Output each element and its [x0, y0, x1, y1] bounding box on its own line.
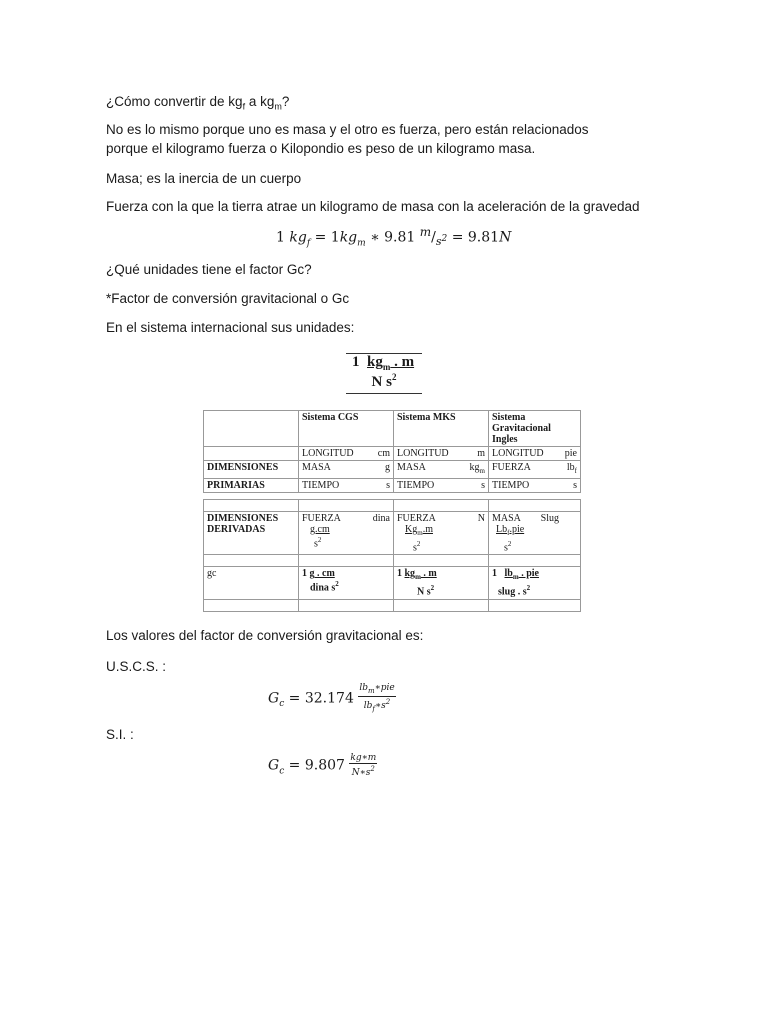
table-derived-dimensions: DIMENSIONES DERIVADAS FUERZA dina g.cm $s^2$ FUERZA N $Kg_m.m$ $s^2$ MASA Slug $Lb_f.pie$ $s^2$ gc 1 g . cm dina $s^2$ 1 $kg_m$ . m N $s^2$ 1 $lb_m$ . pie slug . $s^2$: [203, 499, 581, 612]
question-gc: ¿Qué unidades tiene el factor Gc?: [106, 262, 312, 277]
paragraph-force: Fuerza con la que la tierra atrae un kilogramo de masa con la aceleración de la gravedad: [106, 199, 640, 214]
paragraph-si-units: En el sistema internacional sus unidades:: [106, 320, 355, 335]
question-conversion: ¿Cómo convertir de $kg_f$ a $kg_m$?: [106, 94, 290, 112]
gc-unit-fraction: 1 $kg_m$ . m N $s^2$: [346, 353, 422, 394]
equation-gc-si: $G_c = 9.807$ $\frac{kg∗m}{N∗s^2}$: [268, 753, 377, 778]
label-uscs: U.S.C.S. :: [106, 659, 167, 674]
equation-gc-uscs: $G_c = 32.174$ $\frac{lb_m∗pie}{lb_f∗s^2}$: [268, 683, 395, 713]
paragraph-values: Los valores del factor de conversión gravitacional es:: [106, 628, 424, 643]
equation-kgf: 1 $kg_f = 1kg_m$ ∗ 9.81 $^m/_{s^2} = 9.81N$: [276, 225, 512, 249]
paragraph-explanation: No es lo mismo porque uno es masa y el otro es fuerza, pero están relacionados porque el kilogramo fuerza o Kilopondio es peso de un kilogramo masa.: [106, 122, 589, 156]
paragraph-mass: Masa; es la inercia de un cuerpo: [106, 171, 302, 186]
table-primary-dimensions: Sistema CGS Sistema MKS Sistema Gravitacional Ingles LONGITUD cm LONGITUD m LONGITUD pie DIMENSIONES MASA g MASA $kg_m$ FUERZA $lb_f$ PRIMARIAS TIEMPO s TIEMPO s TIEMPO s: [203, 410, 581, 493]
label-si: S.I. :: [106, 727, 134, 742]
paragraph-gc-factor: *Factor de conversión gravitacional o Gc: [106, 291, 350, 306]
